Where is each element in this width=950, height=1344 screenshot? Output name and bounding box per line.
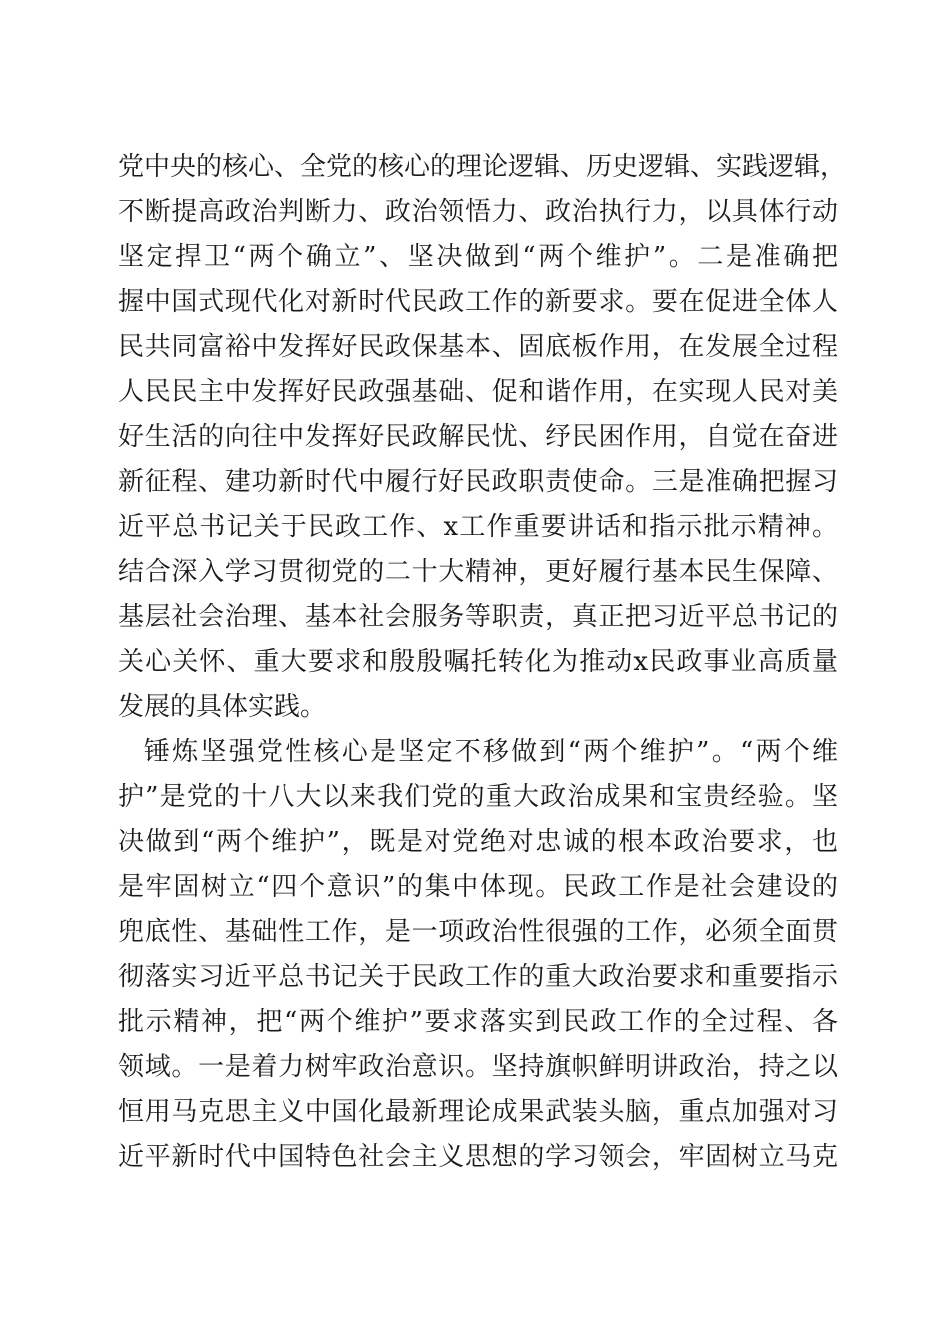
text-line: 彻落实习近平总书记关于民政工作的重大政治要求和重要指示 (118, 962, 838, 992)
text-line: 恒用马克思主义中国化最新理论成果武装头脑，重点加强对习 (118, 1097, 838, 1127)
text-line: 好生活的向往中发挥好民政解民忧、纾民困作用，自觉在奋进 (118, 422, 838, 452)
text-line: 近平新时代中国特色社会主义思想的学习领会，牢固树立马克 (118, 1142, 838, 1172)
text-line: 批示精神，把“两个维护”要求落实到民政工作的全过程、各 (118, 1007, 838, 1037)
text-line: 新征程、建功新时代中履行好民政职责使命。三是准确把握习 (118, 467, 838, 497)
text-line: 基层社会治理、基本社会服务等职责，真正把习近平总书记的 (118, 602, 838, 632)
text-line: 发展的具体实践。 (118, 692, 327, 722)
text-line: 领域。一是着力树牢政治意识。坚持旗帜鲜明讲政治，持之以 (118, 1052, 838, 1082)
text-line: 决做到“两个维护”，既是对党绝对忠诚的根本政治要求，也 (118, 827, 838, 857)
text-line: 人民民主中发挥好民政强基础、促和谐作用，在实现人民对美 (118, 377, 838, 407)
paragraph-first-line: 锤炼坚强党性核心是坚定不移做到“两个维护”。“两个维 (144, 737, 838, 767)
text-line: 护”是党的十八大以来我们党的重大政治成果和宝贵经验。坚 (118, 782, 838, 812)
text-line: 是牢固树立“四个意识”的集中体现。民政工作是社会建设的 (118, 872, 838, 902)
text-line: 兜底性、基础性工作，是一项政治性很强的工作，必须全面贯 (118, 917, 838, 947)
text-line: 不断提高政治判断力、政治领悟力、政治执行力，以具体行动 (118, 197, 838, 227)
text-line: 结合深入学习贯彻党的二十大精神，更好履行基本民生保障、 (118, 557, 838, 587)
text-line: 握中国式现代化对新时代民政工作的新要求。要在促进全体人 (118, 287, 838, 317)
document-body (118, 145, 847, 1180)
text-line: 党中央的核心、全党的核心的理论逻辑、历史逻辑、实践逻辑， (118, 152, 847, 182)
text-line: 关心关怀、重大要求和殷殷嘱托转化为推动x民政事业高质量 (118, 647, 838, 677)
text-line: 民共同富裕中发挥好民政保基本、固底板作用，在发展全过程 (118, 332, 838, 362)
text-line: 坚定捍卫“两个确立”、坚决做到“两个维护”。二是准确把 (118, 242, 838, 272)
text-line: 近平总书记关于民政工作、x工作重要讲话和指示批示精神。 (118, 512, 838, 542)
